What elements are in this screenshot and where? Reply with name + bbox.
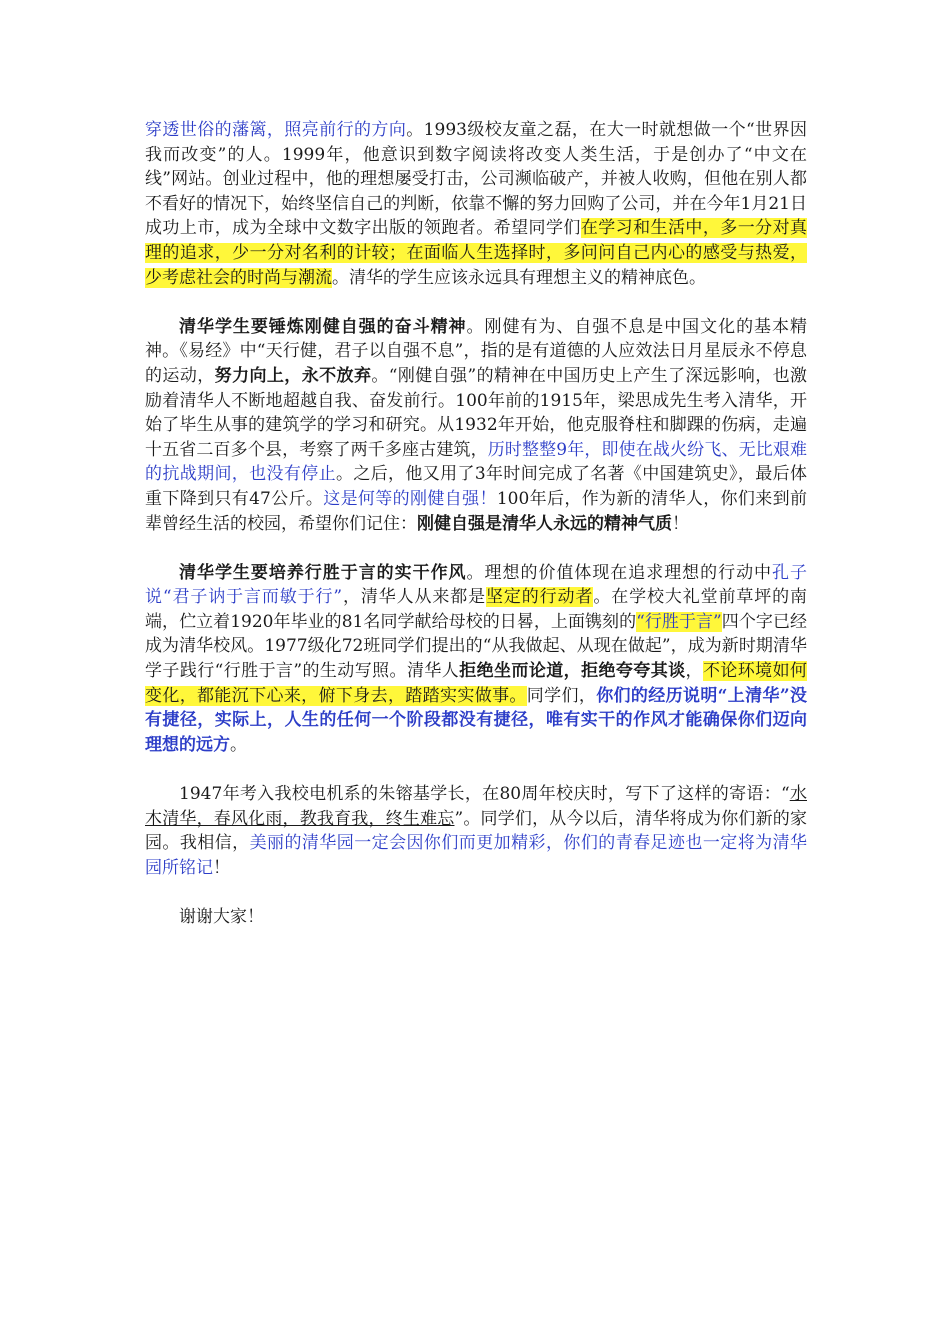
body-text: 。理想的价值体现在追求理想的行动中	[466, 562, 773, 583]
body-text: 。清华的学生应该永远具有理想主义的精神底色。	[332, 267, 706, 288]
section-heading-action: 清华学生要培养行胜于言的实干作风	[179, 562, 467, 583]
paragraph-striving	[145, 315, 807, 536]
paragraph-ideals	[145, 118, 807, 290]
underlined-quote: 水木清华，春风化雨，教我育我，终生难忘	[145, 784, 807, 829]
blue-phrase: 孔子说“君子讷于言而敏于行”	[145, 562, 808, 608]
highlighted-phrase: 在学习和生活中，多一分对真理的追求，少一分对名利的计较；在面临人生选择时，多问问自己内心的感受与热爱，少考虑社会的时尚与潮流	[145, 218, 808, 288]
body-text: 。刚健有为、自强不息是中国文化的基本精神。《易经》中“天行健，君子以自强不息”，指的是有道德的人应效法日月星辰永不停息的运动，	[145, 316, 808, 386]
body-text: ！	[213, 857, 230, 878]
paragraph-thanks	[145, 905, 807, 930]
body-text: 四个字已经成为清华校风。1977级化72班同学们提出的“从我做起、从现在做起”，成为新时期清华学子践行“行胜于言”的生动写照。清华人	[145, 611, 807, 682]
body-text: 同学们，	[526, 685, 597, 706]
body-text: 100年后，作为新的清华人，你们来到前辈曾经生活的校园，希望你们记住：	[145, 488, 807, 534]
bold-phrase: 拒绝坐而论道，拒绝夸夸其谈	[459, 661, 686, 682]
bold-blue-phrase: 你们的经历说明“上清华”没有捷径，实际上，人生的任何一个阶段都没有捷径，唯有实干的作风才能确保你们迈向理想的远方	[145, 685, 808, 755]
highlighted-phrase: 不论环境如何变化，都能沉下心来，俯下身去，踏踏实实做事。	[145, 661, 808, 706]
body-text: ”。同学们，从今以后，清华将成为你们新的家园。我相信，	[145, 808, 807, 854]
body-text: 。之后，他又用了3年时间完成了名著《中国建筑史》，最后体重下降到只有47公斤。	[145, 464, 807, 509]
body-text: ！	[672, 513, 689, 534]
body-text: 。1993级校友童之磊，在大一时就想做一个“世界因我而改变”的人。1999年，他意识到数字阅读将改变人类生活，于是创办了“中文在线”网站。创业过程中，他的理想屡受打击，公司濒临破产，并被人收购，但他在别人都不看好的情况下，始终坚信自己的判断，依靠不懈的努力回购了公司，并在今年1月21日成功上市，成为全球中文数字出版的领跑者。希望同学们	[145, 120, 807, 239]
blue-phrase: 历时整整9年，即使在战火纷飞、无比艰难的抗战期间，也没有停止	[145, 439, 807, 485]
body-text: 。“刚健自强”的精神在中国历史上产生了深远影响，也激励着清华人不断地超越自我、奋发前行。100年前的1915年，梁思成先生考入清华，开始了毕生从事的建筑学的学习和研究。从1932年开始，他克服脊柱和脚踝的伤病，走遍十五省二百多个县，考察了两千多座古建筑，	[145, 365, 808, 460]
section-heading-striving: 清华学生要锤炼刚健自强的奋斗精神	[179, 316, 467, 337]
blue-phrase: 这是何等的刚健自强！	[323, 488, 497, 509]
highlighted-blue-phrase: “行胜于言”	[636, 611, 722, 632]
paragraph-action	[145, 561, 807, 758]
paragraph-home	[145, 782, 807, 880]
bold-phrase: 刚健自强是清华人永远的精神气质	[417, 513, 672, 534]
blue-phrase: 穿透世俗的藩篱，照亮前行的方向	[145, 120, 407, 140]
body-text: 。在学校大礼堂前草坪的南端，伫立着1920年毕业的81名同学献给母校的日晷，上面镌刻的	[145, 587, 808, 632]
highlighted-phrase: 坚定的行动者	[486, 587, 594, 608]
blue-phrase: 美丽的清华园一定会因你们而更加精彩，你们的青春足迹也一定将为清华园所铭记	[145, 833, 808, 878]
body-text: 1947年考入我校电机系的朱镕基学长，在80周年校庆时，写下了这样的寄语：“	[179, 784, 790, 805]
body-text: 。	[230, 734, 247, 755]
document-page	[145, 118, 807, 954]
bold-phrase: 努力向上，永不放弃	[214, 365, 372, 386]
body-text: ，	[685, 661, 703, 682]
closing-text: 谢谢大家！	[179, 907, 264, 927]
body-text: ，清华人从来都是	[342, 587, 487, 608]
